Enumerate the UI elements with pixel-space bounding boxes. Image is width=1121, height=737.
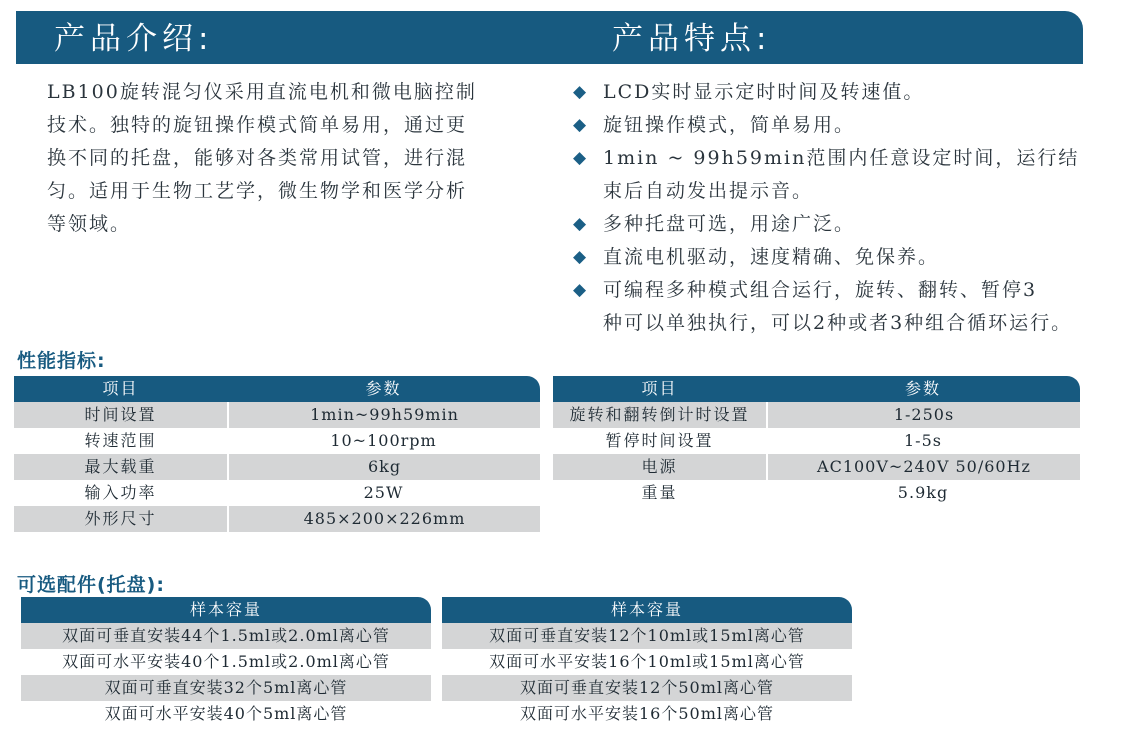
table-row xyxy=(442,623,852,649)
table-row xyxy=(14,506,540,532)
diamond-icon: ◆ xyxy=(573,115,587,135)
intro-line: 换不同的托盘，能够对各类常用试管，进行混 xyxy=(47,147,468,169)
diamond-icon: ◆ xyxy=(573,247,587,267)
diamond-icon: ◆ xyxy=(573,148,587,168)
accessory-item: 双面可水平安装16个10ml或15ml离心管 xyxy=(442,649,852,675)
table-row xyxy=(14,402,540,428)
spec-name: 外形尺寸 xyxy=(14,506,227,532)
table-header xyxy=(21,597,431,623)
spec-name: 转速范围 xyxy=(14,428,227,454)
table-row xyxy=(14,428,540,454)
accessory-item: 双面可垂直安装12个10ml或15ml离心管 xyxy=(442,623,852,649)
column-header: 项目 xyxy=(641,379,678,398)
feature-item-continuation xyxy=(573,175,1118,208)
spec-value: AC100V~240V 50/60Hz xyxy=(766,454,1080,480)
spec-value: 1min~99h59min xyxy=(227,402,540,428)
feature-text: 种可以单独执行，可以2种或者3种组合循环运行。 xyxy=(603,312,1073,334)
feature-text: 束后自动发出提示音。 xyxy=(603,180,814,202)
intro-paragraph xyxy=(47,76,537,241)
spec-name: 暂停时间设置 xyxy=(553,428,766,454)
feature-text: 直流电机驱动，速度精确、免保养。 xyxy=(603,246,940,268)
column-header: 参数 xyxy=(365,379,402,398)
table-row xyxy=(553,402,1080,428)
spec-value: 10~100rpm xyxy=(227,428,540,454)
feature-item xyxy=(573,76,1118,109)
feature-item xyxy=(573,142,1118,175)
column-header: 样本容量 xyxy=(189,600,262,619)
table-row xyxy=(21,675,431,701)
column-header: 项目 xyxy=(102,379,139,398)
table-row xyxy=(21,649,431,675)
table-row xyxy=(553,428,1080,454)
accessory-item: 双面可垂直安装32个5ml离心管 xyxy=(21,675,431,701)
spec-value: 6kg xyxy=(227,454,540,480)
table-row xyxy=(442,675,852,701)
table-row xyxy=(553,480,1080,506)
column-header: 参数 xyxy=(904,379,941,398)
spec-table-left xyxy=(14,376,540,532)
intro-line: 匀。适用于生物工艺学，微生物学和医学分析 xyxy=(47,180,468,202)
column-header: 样本容量 xyxy=(610,600,683,619)
spec-value: 1-5s xyxy=(766,428,1080,454)
intro-title: 产品介绍: xyxy=(54,21,214,57)
table-row xyxy=(442,649,852,675)
feature-text: 旋钮操作模式，简单易用。 xyxy=(603,114,856,136)
features-title: 产品特点: xyxy=(612,21,772,57)
features-list xyxy=(573,76,1118,340)
diamond-icon: ◆ xyxy=(573,214,587,234)
table-header xyxy=(14,376,540,402)
table-row xyxy=(14,480,540,506)
feature-item xyxy=(573,274,1118,307)
table-row xyxy=(442,701,852,727)
spec-value: 485×200×226mm xyxy=(227,506,540,532)
table-header xyxy=(553,376,1080,402)
spec-value: 5.9kg xyxy=(766,480,1080,506)
spec-name: 电源 xyxy=(553,454,766,480)
spec-table-right xyxy=(553,376,1080,506)
feature-item xyxy=(573,109,1118,142)
feature-text: 可编程多种模式组合运行，旋转、翻转、暂停3 xyxy=(603,279,1038,301)
table-row xyxy=(553,454,1080,480)
spec-value: 25W xyxy=(227,480,540,506)
table-row xyxy=(14,454,540,480)
spec-name: 时间设置 xyxy=(14,402,227,428)
accessory-table-left xyxy=(21,597,431,727)
header-banner xyxy=(16,11,1083,64)
feature-item xyxy=(573,241,1118,274)
accessories-title: 可选配件(托盘): xyxy=(17,574,165,596)
accessory-table-right xyxy=(442,597,852,727)
feature-text: 1min ~ 99h59min范围内任意设定时间，运行结 xyxy=(603,147,1080,169)
diamond-icon: ◆ xyxy=(573,280,587,300)
performance-title: 性能指标: xyxy=(17,350,106,372)
spec-name: 输入功率 xyxy=(14,480,227,506)
accessory-item: 双面可垂直安装12个50ml离心管 xyxy=(442,675,852,701)
feature-item-continuation xyxy=(573,307,1118,340)
spec-name: 旋转和翻转倒计时设置 xyxy=(553,402,766,428)
feature-text: 多种托盘可选，用途广泛。 xyxy=(603,213,856,235)
feature-text: LCD实时显示定时时间及转速值。 xyxy=(603,81,925,103)
accessory-item: 双面可水平安装40个1.5ml或2.0ml离心管 xyxy=(21,649,431,675)
table-row xyxy=(21,701,431,727)
feature-item xyxy=(573,208,1118,241)
intro-line: LB100旋转混匀仪采用直流电机和微电脑控制 xyxy=(47,81,477,103)
spec-name: 最大载重 xyxy=(14,454,227,480)
spec-value: 1-250s xyxy=(766,402,1080,428)
accessory-item: 双面可水平安装16个50ml离心管 xyxy=(442,701,852,727)
accessory-item: 双面可垂直安装44个1.5ml或2.0ml离心管 xyxy=(21,623,431,649)
accessory-item: 双面可水平安装40个5ml离心管 xyxy=(21,701,431,727)
intro-line: 技术。独特的旋钮操作模式简单易用，通过更 xyxy=(47,114,468,136)
table-row xyxy=(21,623,431,649)
intro-line: 等领域。 xyxy=(47,213,132,235)
spec-name: 重量 xyxy=(553,480,766,506)
table-header xyxy=(442,597,852,623)
diamond-icon: ◆ xyxy=(573,82,587,102)
